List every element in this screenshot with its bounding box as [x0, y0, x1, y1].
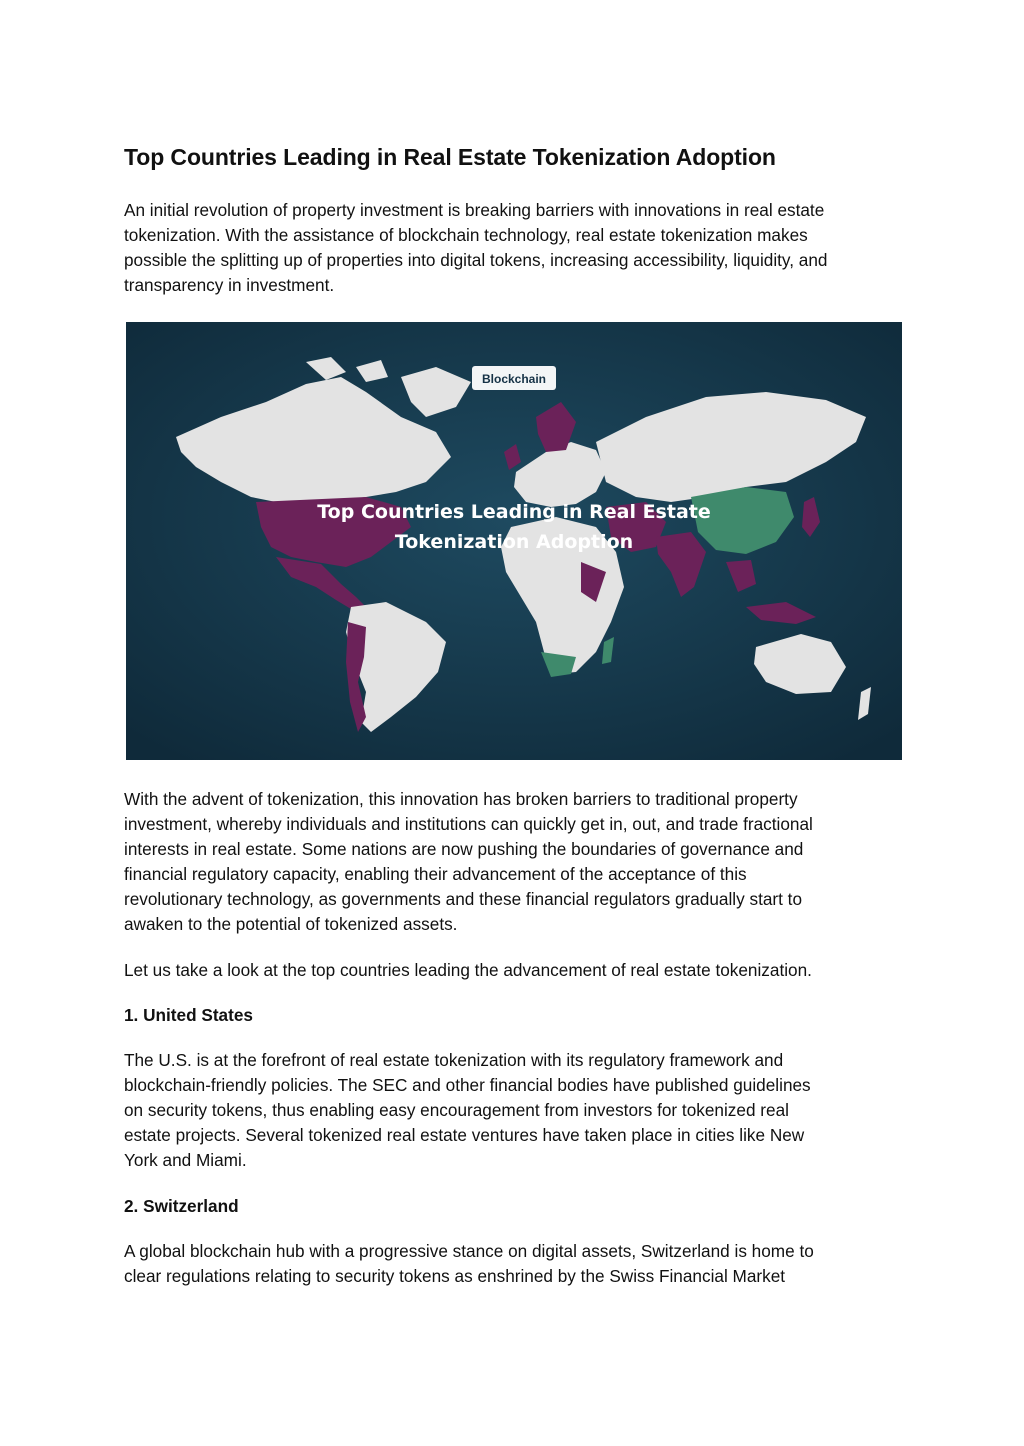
body-paragraph [124, 787, 904, 937]
section-line: clear regulations relating to security tokens as enshrined by the Swiss Financial Market [124, 1266, 786, 1286]
brand-logo-text: Blockchain [481, 372, 547, 386]
section-paragraph-united-states [124, 1048, 904, 1173]
body-line: financial regulatory capacity, enabling their advancement of the acceptance of this [124, 864, 747, 884]
body-line: interests in real estate. Some nations are now pushing the boundaries of governance and [124, 839, 804, 859]
section-line: The U.S. is at the forefront of real estate tokenization with its regulatory framework and [124, 1050, 784, 1070]
body-line: revolutionary technology, as governments and these financial regulators gradually start to [124, 889, 803, 909]
body-line: awaken to the potential of tokenized assets. [124, 914, 458, 934]
section-line: on security tokens, thus enabling easy encouragement from investors for tokenized real [124, 1100, 789, 1120]
section-heading-switzerland: 2. Switzerland [124, 1196, 239, 1216]
section-paragraph-switzerland [124, 1239, 904, 1289]
hero-title-line-1: Top Countries Leading in Real Estate [317, 501, 711, 523]
intro-paragraph [124, 198, 904, 298]
section-line: A global blockchain hub with a progressive stance on digital assets, Switzerland is home to [124, 1241, 814, 1261]
section-line: estate projects. Several tokenized real estate ventures have taken place in cities like New [124, 1125, 805, 1145]
hero-title-line-2: Tokenization Adoption [394, 531, 634, 553]
section-line: blockchain-friendly policies. The SEC and other financial bodies have published guidelines [124, 1075, 811, 1095]
brand-logo [472, 366, 556, 390]
section-heading-united-states: 1. United States [124, 1005, 253, 1025]
intro-line: An initial revolution of property investment is breaking barriers with innovations in real estate [124, 200, 825, 220]
intro-line: possible the splitting up of properties into digital tokens, increasing accessibility, liquidity, and [124, 250, 828, 270]
intro-line: tokenization. With the assistance of blockchain technology, real estate tokenization makes [124, 225, 808, 245]
hero-image [126, 322, 902, 760]
section-line: York and Miami. [124, 1150, 247, 1170]
intro-line: transparency in investment. [124, 275, 335, 295]
world-map-illustration [126, 322, 902, 760]
lead-in-paragraph: Let us take a look at the top countries leading the advancement of real estate tokenization. [124, 960, 812, 980]
body-line: investment, whereby individuals and institutions can quickly get in, out, and trade fractional [124, 814, 813, 834]
body-line: With the advent of tokenization, this innovation has broken barriers to traditional property [124, 789, 798, 809]
article-title: Top Countries Leading in Real Estate Tokenization Adoption [124, 144, 776, 170]
